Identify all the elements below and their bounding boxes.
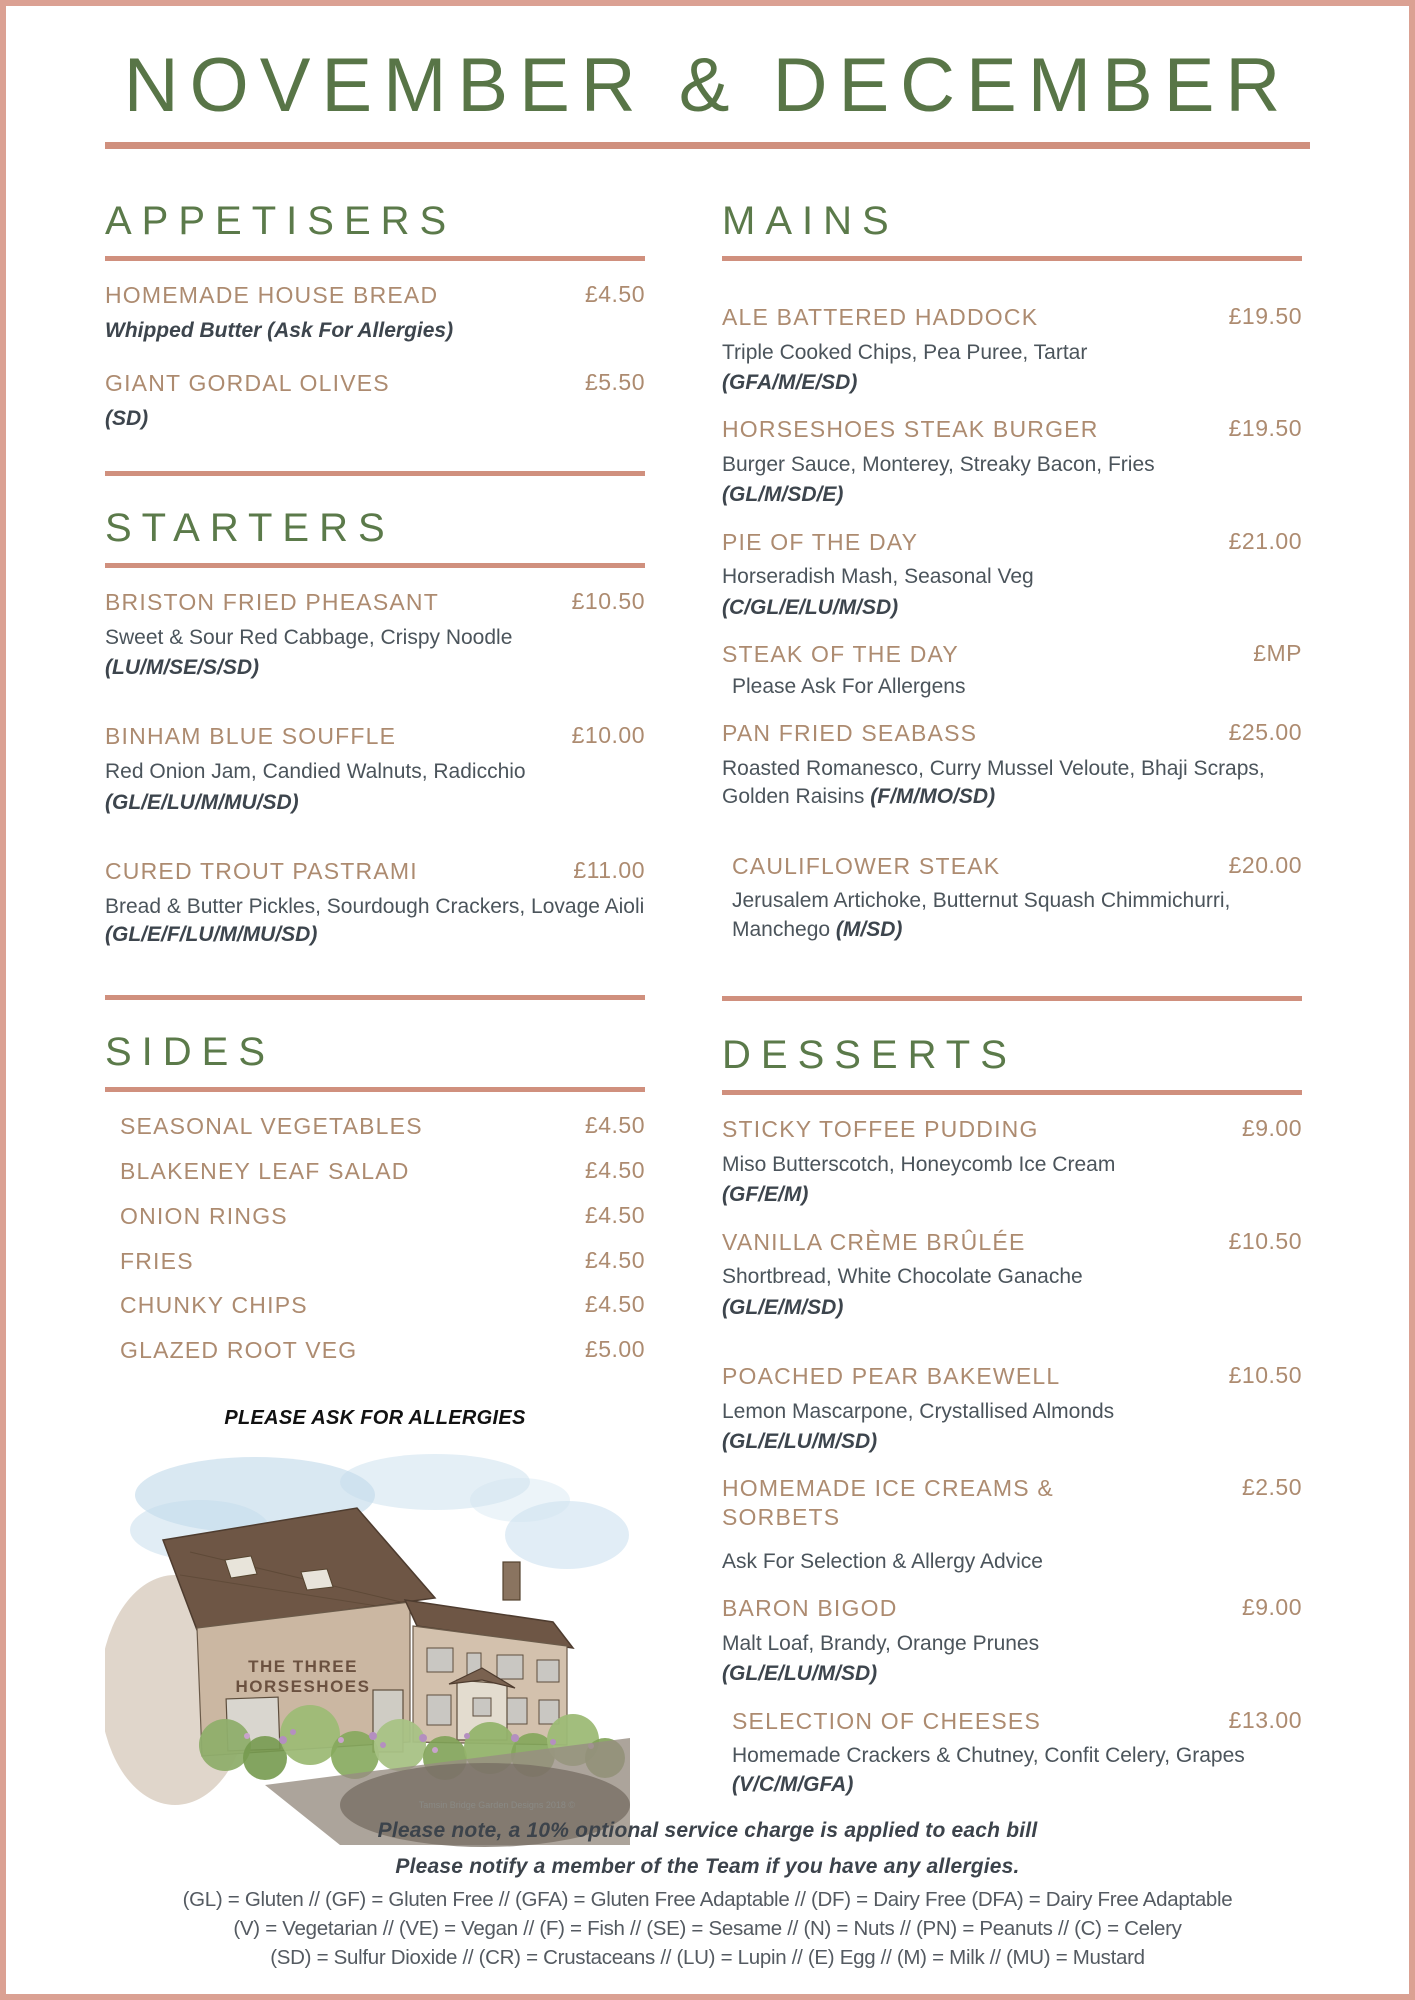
allergy-notify-note: Please notify a member of the Team if you have any allergies.	[395, 1854, 1020, 1878]
item-price: £10.00	[571, 722, 645, 749]
item-price: £10.50	[1228, 1227, 1302, 1254]
side-item-glazed-root-veg	[105, 1336, 645, 1365]
item-name: GLAZED ROOT VEG	[120, 1337, 358, 1364]
page-title: NOVEMBER & DECEMBER	[123, 43, 1292, 128]
pub-sign-line1: THE THREE	[248, 1656, 358, 1676]
menu-item-selection-of-cheeses	[722, 1707, 1302, 1799]
footer	[6, 1813, 1409, 1972]
section-heading-sides: SIDES	[105, 1030, 276, 1075]
item-desc: Burger Sauce, Monterey, Streaky Bacon, Fries	[722, 452, 1155, 476]
item-name: BINHAM BLUE SOUFFLE	[105, 723, 397, 750]
menu-columns	[105, 198, 1409, 1855]
right-column	[722, 198, 1302, 1855]
item-desc-text: Homemade Crackers & Chutney, Confit Celery, Grapes	[732, 1744, 1245, 1768]
item-price: £19.50	[1228, 415, 1302, 442]
item-desc: Shortbread, White Chocolate Ganache	[722, 1265, 1083, 1289]
item-head	[105, 369, 645, 398]
menu-item-binham-blue-souffle	[105, 722, 645, 816]
item-price: £10.50	[1228, 1361, 1302, 1388]
item-allergens: (F/M/MO/SD)	[870, 785, 996, 809]
item-name: BARON BIGOD	[722, 1595, 898, 1622]
item-name: PIE OF THE DAY	[722, 528, 919, 555]
item-price: £4.50	[584, 280, 645, 307]
item-desc: Please Ask For Allergens	[732, 674, 966, 698]
item-head	[732, 852, 1302, 881]
item-name: ONION RINGS	[120, 1202, 288, 1229]
side-item-chunky-chips	[105, 1291, 645, 1320]
item-allergens: (GL/E/LU/M/SD)	[722, 1662, 878, 1686]
item-allergens: (V/C/M/GFA)	[732, 1772, 854, 1796]
side-item-seasonal-vegetables	[105, 1112, 645, 1141]
item-price: £5.50	[584, 368, 645, 395]
allergen-key-line2: (V) = Vegetarian // (VE) = Vegan // (F) = Fish // (SE) = Sesame // (N) = Nuts // (PN) = Peanuts // (C) = Celery	[233, 1916, 1182, 1940]
item-head	[722, 303, 1302, 332]
item-allergens: (GL/M/SD/E)	[722, 483, 844, 507]
item-head	[105, 281, 645, 310]
item-head	[105, 722, 645, 751]
item-allergens: (GL/E/LU/M/SD)	[722, 1430, 878, 1454]
item-desc-text: Roasted Romanesco, Curry Mussel Veloute, Bhaji Scraps, Golden Raisins	[722, 756, 1265, 809]
item-name: CHUNKY CHIPS	[120, 1292, 308, 1319]
mains-rule	[722, 256, 1302, 261]
menu-item-cauliflower-steak	[722, 852, 1302, 944]
menu-item-vanilla-creme-brulee	[722, 1228, 1302, 1322]
item-head	[722, 640, 1302, 669]
section-heading-appetisers: APPETISERS	[105, 198, 457, 243]
item-head	[722, 1362, 1302, 1391]
item-name: POACHED PEAR BAKEWELL	[722, 1362, 1061, 1389]
item-desc: Malt Loaf, Brandy, Orange Prunes	[722, 1631, 1040, 1655]
side-item-blakeney-leaf-salad	[105, 1157, 645, 1186]
menu-item-horseshoes-steak-burger	[722, 415, 1302, 509]
item-name: CURED TROUT PASTRAMI	[105, 857, 418, 884]
item-head	[722, 719, 1302, 748]
appetisers-rule	[105, 256, 645, 261]
title-underline	[105, 142, 1310, 149]
item-desc-text: Bread & Butter Pickles, Sourdough Crackers, Lovage Aioli	[105, 894, 645, 918]
starters-rule	[105, 563, 645, 568]
item-name: BLAKENEY LEAF SALAD	[120, 1158, 410, 1185]
section-divider	[722, 996, 1302, 1001]
item-head	[105, 857, 645, 886]
item-name: FRIES	[120, 1247, 194, 1274]
window	[537, 1660, 559, 1682]
item-allergens: (M/SD)	[835, 917, 903, 941]
allergen-key-line1: (GL) = Gluten // (GF) = Gluten Free // (GFA) = Gluten Free Adaptable // (DF) = Dairy Free (DFA) = Dairy Free Adaptable	[182, 1887, 1233, 1911]
allergen-key-line3: (SD) = Sulfur Dioxide // (CR) = Crustaceans // (LU) = Lupin // (E) Egg // (M) = Milk // (MU) = Mustard	[270, 1945, 1145, 1969]
item-desc-text: Jerusalem Artichoke, Butternut Squash Chimmichurri, Manchego	[732, 889, 1231, 941]
item-head	[722, 1228, 1302, 1257]
item-allergens: (GL/E/F/LU/M/MU/SD)	[105, 922, 318, 946]
item-head	[732, 1707, 1302, 1736]
item-price: £4.50	[584, 1246, 645, 1273]
menu-item-pan-fried-seabass	[722, 719, 1302, 811]
item-desc	[105, 893, 645, 950]
item-name: BRISTON FRIED PHEASANT	[105, 588, 439, 615]
item-desc	[732, 1742, 1302, 1799]
item-head	[105, 588, 645, 617]
item-price: £20.00	[1228, 851, 1302, 878]
item-allergens: (GF/E/M)	[722, 1183, 809, 1207]
item-price: £13.00	[1228, 1706, 1302, 1733]
menu-item-cured-trout-pastrami	[105, 857, 645, 949]
item-price: £5.00	[584, 1336, 645, 1363]
side-item-fries	[105, 1247, 645, 1276]
item-price: £9.00	[1241, 1594, 1302, 1621]
item-head	[722, 1594, 1302, 1623]
menu-item-pie-of-the-day	[722, 528, 1302, 622]
item-head	[722, 1115, 1302, 1144]
section-divider	[105, 471, 645, 476]
side-item-onion-rings	[105, 1202, 645, 1231]
item-price: £4.50	[584, 1157, 645, 1184]
item-name: PAN FRIED SEABASS	[722, 720, 978, 747]
item-name: VANILLA CRÈME BRÛLÉE	[722, 1228, 1026, 1255]
item-price: £MP	[1253, 640, 1302, 667]
item-name: HOMEMADE HOUSE BREAD	[105, 281, 439, 308]
menu-item-baron-bigod	[722, 1594, 1302, 1688]
item-allergens: Whipped Butter (Ask For Allergies)	[105, 318, 454, 342]
section-heading-desserts: DESSERTS	[722, 1033, 1017, 1078]
item-allergens: (LU/M/SE/S/SD)	[105, 656, 260, 680]
chimney	[503, 1562, 520, 1600]
item-price: £4.50	[584, 1291, 645, 1318]
roof-window	[225, 1556, 257, 1578]
item-name: ALE BATTERED HADDOCK	[722, 303, 1039, 330]
item-price: £4.50	[584, 1112, 645, 1139]
item-price: £10.50	[571, 587, 645, 614]
item-name: STEAK OF THE DAY	[722, 641, 959, 668]
item-allergens: (C/GL/E/LU/M/SD)	[722, 595, 899, 619]
item-desc: Lemon Mascarpone, Crystallised Almonds	[722, 1399, 1115, 1423]
item-name: SEASONAL VEGETABLES	[120, 1113, 423, 1140]
menu-item-briston-fried-pheasant	[105, 588, 645, 682]
section-heading-mains: MAINS	[722, 198, 899, 243]
item-price: £21.00	[1228, 527, 1302, 554]
item-price: £9.00	[1241, 1115, 1302, 1142]
item-desc: Horseradish Mash, Seasonal Veg	[722, 565, 1034, 589]
item-name: STICKY TOFFEE PUDDING	[722, 1116, 1039, 1143]
item-name: GIANT GORDAL OLIVES	[105, 369, 390, 396]
menu-item-poached-pear-bakewell	[722, 1362, 1302, 1456]
item-head	[722, 528, 1302, 557]
menu-item-homemade-house-bread	[105, 281, 645, 345]
item-head	[722, 415, 1302, 444]
porch-window	[473, 1698, 491, 1716]
item-price: £2.50	[1241, 1474, 1302, 1501]
desserts-rule	[722, 1090, 1302, 1095]
item-desc	[722, 755, 1302, 812]
item-name: HORSESHOES STEAK BURGER	[722, 416, 1099, 443]
left-column	[105, 198, 645, 1855]
section-divider	[105, 995, 645, 1000]
window	[427, 1695, 451, 1725]
item-allergens: (GL/E/M/SD)	[722, 1295, 844, 1319]
item-allergens: (SD)	[105, 406, 149, 430]
item-allergens: (GFA/M/E/SD)	[722, 370, 858, 394]
item-price: £4.50	[584, 1201, 645, 1228]
item-allergens: (GL/E/LU/M/MU/SD)	[105, 790, 299, 814]
item-desc	[732, 887, 1302, 944]
menu-item-homemade-ice-creams	[722, 1474, 1302, 1576]
item-price: £11.00	[573, 856, 645, 883]
item-price: £25.00	[1228, 719, 1302, 746]
title-block	[6, 6, 1409, 149]
item-price: £19.50	[1228, 302, 1302, 329]
menu-item-giant-gordal-olives	[105, 369, 645, 433]
service-charge-note: Please note, a 10% optional service charge is applied to each bill	[377, 1819, 1038, 1843]
illustration-signature: Tamsin Bridge Garden Designs 2018 ©	[418, 1799, 575, 1810]
item-head	[722, 1474, 1302, 1532]
pub-illustration-svg	[105, 1440, 630, 1850]
item-desc: Miso Butterscotch, Honeycomb Ice Cream	[722, 1152, 1116, 1176]
menu-item-sticky-toffee-pudding	[722, 1115, 1302, 1209]
menu-item-ale-battered-haddock	[722, 303, 1302, 397]
sides-rule	[105, 1087, 645, 1092]
section-heading-starters: STARTERS	[105, 505, 395, 550]
pub-sign-line2: HORSESHOES	[235, 1676, 371, 1696]
item-desc: Ask For Selection & Allergy Advice	[722, 1549, 1043, 1573]
roof-window	[301, 1569, 333, 1590]
item-desc: Sweet & Sour Red Cabbage, Crispy Noodle	[105, 625, 513, 649]
pub-illustration	[105, 1440, 645, 1855]
item-desc: Red Onion Jam, Candied Walnuts, Radicchio	[105, 760, 526, 784]
item-name: HOMEMADE ICE CREAMS & SORBETS	[722, 1475, 1054, 1531]
menu-item-steak-of-the-day	[722, 640, 1302, 701]
sky-wash	[470, 1478, 570, 1522]
window	[427, 1648, 453, 1672]
item-name: CAULIFLOWER STEAK	[732, 852, 1001, 879]
item-desc: Triple Cooked Chips, Pea Puree, Tartar	[722, 340, 1088, 364]
allergy-note: PLEASE ASK FOR ALLERGIES	[224, 1406, 526, 1429]
window	[497, 1655, 523, 1679]
item-name: SELECTION OF CHEESES	[732, 1707, 1042, 1734]
